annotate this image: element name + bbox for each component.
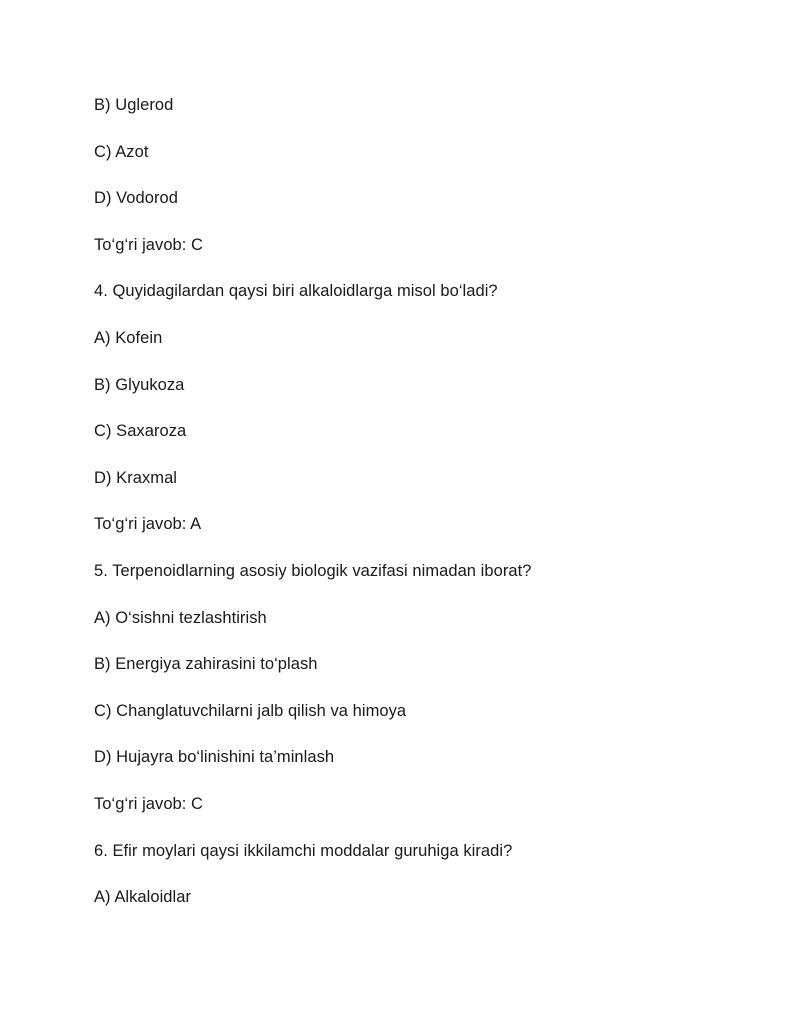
question-line: 5. Terpenoidlarning asosiy biologik vazifasi nimadan iborat? (94, 561, 532, 580)
answer-line: To‘g‘ri javob: A (94, 515, 202, 534)
option-line: C) Changlatuvchilarni jalb qilish va himoya (94, 701, 407, 720)
answer-line: To‘g‘ri javob: C (94, 235, 204, 254)
option-line: D) Kraxmal (94, 468, 178, 487)
question-line: 6. Efir moylari qaysi ikkilamchi moddalar guruhiga kiradi? (94, 841, 513, 860)
question-line: 4. Quyidagilardan qaysi biri alkaloidlarga misol bo‘ladi? (94, 282, 498, 301)
option-line: B) Energiya zahirasini to‘plash (94, 655, 318, 674)
answer-line: To‘g‘ri javob: C (94, 794, 204, 813)
document-body (94, 92, 754, 931)
option-line: B) Glyukoza (94, 375, 185, 394)
option-line: C) Saxaroza (94, 422, 187, 441)
option-line: B) Uglerod (94, 96, 174, 114)
option-line: A) Kofein (94, 328, 163, 347)
option-line: D) Hujayra bo‘linishini ta’minlash (94, 748, 335, 767)
option-line: C) Azot (94, 142, 149, 161)
option-line: A) Alkaloidlar (94, 888, 191, 907)
option-line: D) Vodorod (94, 189, 178, 208)
option-line: A) O‘sishni tezlashtirish (94, 608, 267, 627)
